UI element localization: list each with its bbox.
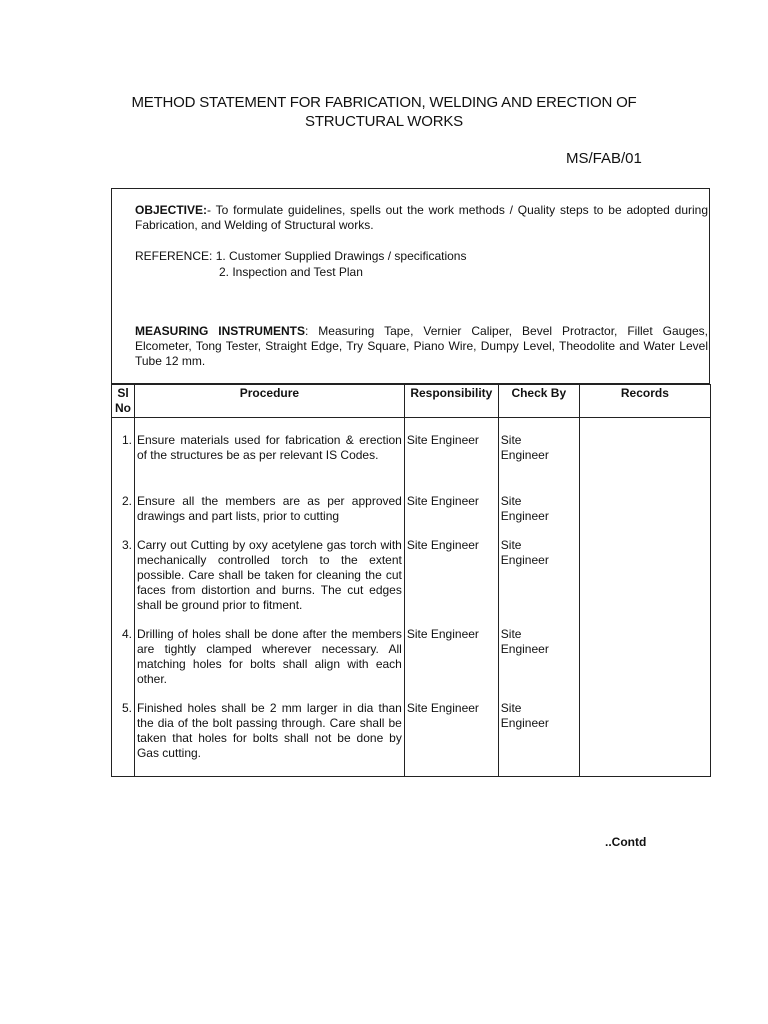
document-number: MS/FAB/01 [566,150,642,167]
table-row [112,418,711,494]
row-responsibility: Site Engineer [404,627,498,701]
row-procedure: Ensure all the members are as per approved drawings and part lists, prior to cutting [134,494,404,538]
row-sl: 5. [112,701,135,777]
row-procedure: Ensure materials used for fabrication & erection of the structures be as per relevant IS Codes. [134,418,404,494]
table-row [112,627,711,701]
row-check-by: Site Engineer [498,627,579,701]
continued-note: ..Contd [605,835,647,849]
row-responsibility: Site Engineer [404,494,498,538]
instruments-text: : Measuring Tape, Vernier Caliper, Bevel Protractor, Fillet Gauges, Elcometer, Tong Tester, Straight Edge, Try Square, Piano Wire, Dumpy Level, Theodolite and Water Level Tube 12 mm. [135,324,709,368]
document-title [0,93,768,131]
header-procedure: Procedure [134,385,404,418]
row-responsibility: Site Engineer [404,538,498,627]
reference-line-1 [135,249,466,264]
reference-label: REFERENCE: [135,249,213,263]
row-records [579,701,710,777]
table-row [112,701,711,777]
row-procedure: Drilling of holes shall be done after the members are tightly clamped wherever necessary. All matching holes for bolts shall align with each other. [134,627,404,701]
table-row [112,538,711,627]
row-records [579,418,710,494]
row-records [579,494,710,538]
title-line-2: STRUCTURAL WORKS [305,113,463,130]
row-records [579,538,710,627]
row-procedure: Finished holes shall be 2 mm larger in dia than the dia of the bolt passing through. Care shall be taken that holes for bolts shall not be done by Gas cutting. [134,701,404,777]
instruments-label: MEASURING INSTRUMENTS [135,324,305,338]
objective-label: OBJECTIVE: [135,203,208,217]
instruments-paragraph [135,324,708,369]
row-check-by: Site Engineer [498,418,579,494]
row-sl: 3. [112,538,135,627]
row-procedure: Carry out Cutting by oxy acetylene gas torch with mechanically controlled torch to the extent possible. Care shall be taken for cleaning the cut faces from distortion and burns. The cut edges shall be ground prior to fitment. [134,538,404,627]
row-records [579,627,710,701]
objective-paragraph [135,203,708,233]
row-sl: 4. [112,627,135,701]
row-responsibility: Site Engineer [404,418,498,494]
header-check-by: Check By [498,385,579,418]
reference-item-1: 1. Customer Supplied Drawings / specifications [215,249,467,263]
header-records: Records [579,385,710,418]
row-sl: 1. [112,418,135,494]
row-sl: 2. [112,494,135,538]
table-header-row [112,385,711,418]
row-check-by: Site Engineer [498,538,579,627]
reference-item-2: 2. Inspection and Test Plan [219,265,363,279]
row-check-by: Site Engineer [498,494,579,538]
table-row [112,494,711,538]
header-sl-no: Sl No [112,385,135,418]
procedure-table [111,384,711,777]
title-line-1: METHOD STATEMENT FOR FABRICATION, WELDING AND ERECTION OF [131,94,637,111]
header-responsibility: Responsibility [404,385,498,418]
objective-text: - To formulate guidelines, spells out the work methods / Quality steps to be adopted during Fabrication, and Welding of Structural works. [135,203,708,232]
row-responsibility: Site Engineer [404,701,498,777]
row-check-by: Site Engineer [498,701,579,777]
